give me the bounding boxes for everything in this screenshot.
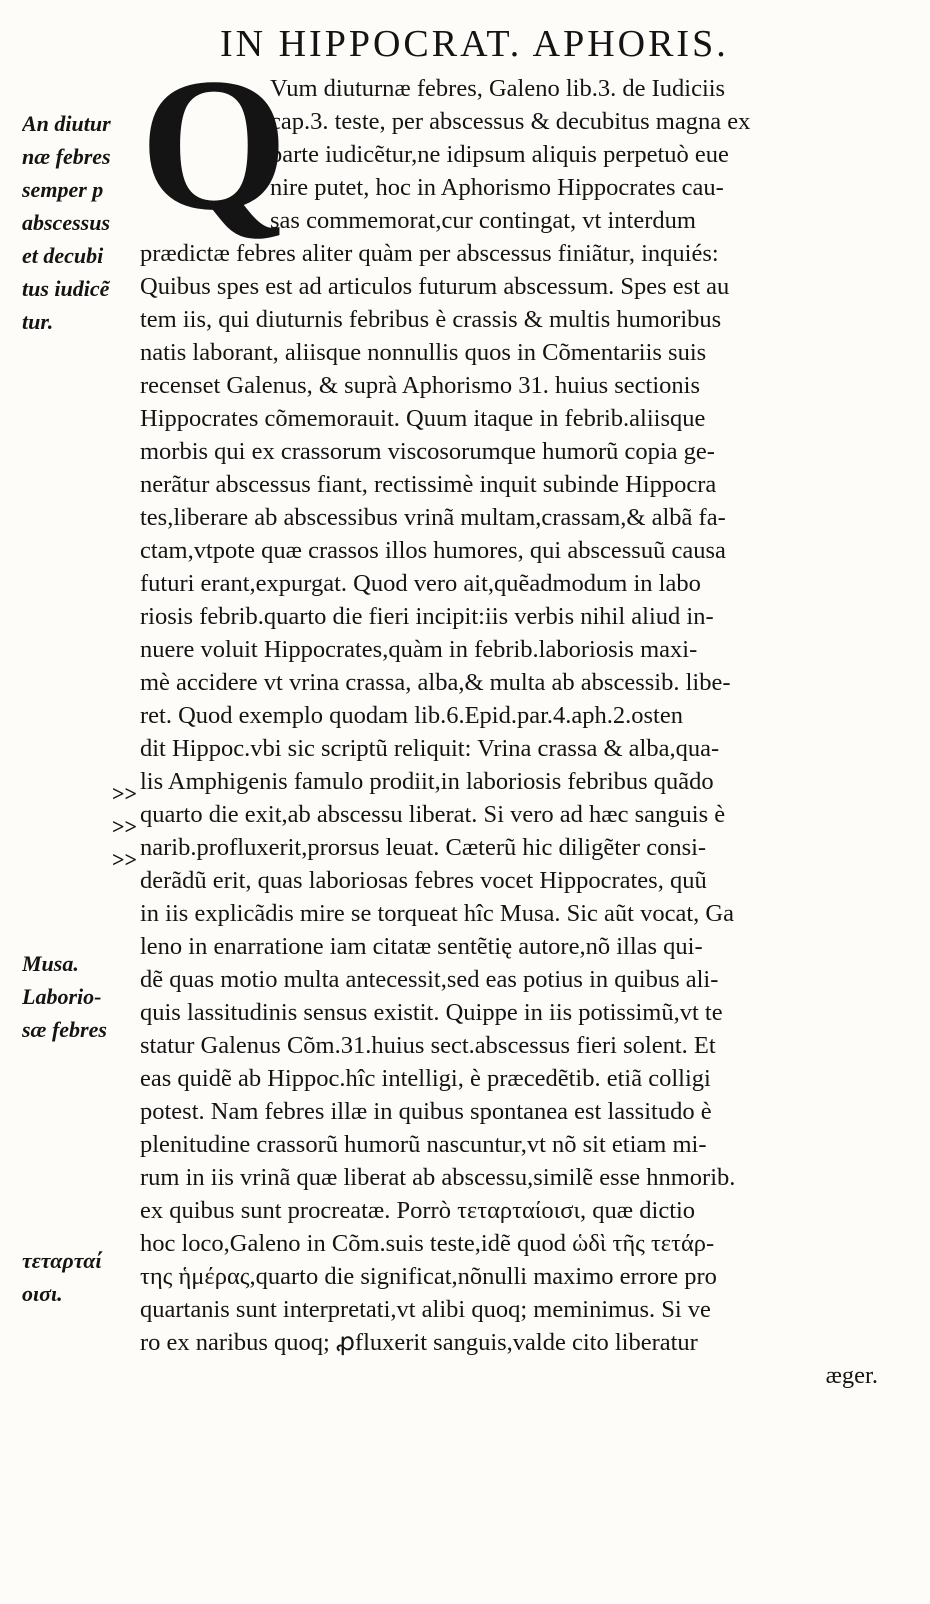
text-line: Quibus spes est ad articulos futurum abscessum. Spes est au	[140, 273, 730, 300]
text-line: plenitudine crassorũ humorũ nascuntur,vt nõ sit etiam mi-	[140, 1131, 707, 1158]
text-line: in iis explicãdis mire se torqueat hîc Musa. Sic aũt vocat, Ga	[140, 900, 734, 927]
text-line: dit Hippoc.vbi sic scriptũ reliquit: Vrina crassa & alba,qua-	[140, 735, 720, 762]
text-line: nerãtur abscessus fiant, rectissimè inquit subinde Hippocra	[140, 471, 717, 498]
text-line: futuri erant,expurgat. Quod vero ait,quẽadmodum in labo	[140, 570, 701, 597]
text-line: riosis febrib.quarto die fieri incipit:iis verbis nihil aliud in-	[140, 603, 714, 630]
text-line: quartanis sunt interpretati,vt alibi quoq; meminimus. Si ve	[140, 1296, 711, 1323]
text-line: Hippocrates cõmemorauit. Quum itaque in febrib.aliisque	[140, 405, 706, 432]
text-line: tes,liberare ab abscessibus vrinã multam,crassam,& albã fa-	[140, 504, 726, 531]
text-line: narib.profluxerit,prorsus leuat. Cæterũ hic diligẽter consi-	[140, 834, 707, 861]
text-line: cap.3. teste, per abscessus & decubitus magna ex	[270, 108, 751, 135]
text-line: hoc loco,Galeno in Cõm.suis teste,idẽ quod ὡδὶ τῆς τετάρ-	[140, 1230, 715, 1257]
text-line: quis lassitudinis sensus existit. Quippe in iis potissimũ,vt te	[140, 999, 723, 1026]
quote-mark: >>	[112, 781, 138, 806]
margin-note-diuturnae-febres: An diutur næ febres semper p abscessus et decubi tus iudicẽ tur.	[22, 111, 111, 334]
quote-mark: >>	[112, 814, 138, 839]
text-line: parte iudicẽtur,ne idipsum aliquis perpetuò eue	[270, 141, 729, 168]
text-line: rum in iis vrinã quæ liberat ab abscessu,similẽ esse hnmorib.	[140, 1164, 736, 1191]
text-line: ret. Quod exemplo quodam lib.6.Epid.par.4.aph.2.osten	[140, 702, 683, 729]
running-header: IN HIPPOCRAT. APHORIS.	[220, 23, 729, 65]
text-line: derãdũ erit, quas laboriosas febres vocet Hippocrates, quũ	[140, 867, 707, 894]
text-line: dẽ quas motio multa antecessit,sed eas potius in quibus ali-	[140, 966, 719, 993]
text-line: statur Galenus Cõm.31.huius sect.abscessus fieri solent. Et	[140, 1032, 716, 1059]
text-line: lis Amphigenis famulo prodiit,in laboriosis febribus quãdo	[140, 768, 714, 795]
margin-note-laboriosae-febres: Laborio- sæ febres	[22, 984, 107, 1042]
text-line: eas quidẽ ab Hippoc.hîc intelligi, è præcedẽtib. etiã colligi	[140, 1065, 711, 1092]
text-line: prædictæ febres aliter quàm per abscessus finiãtur, inquiés:	[140, 240, 719, 267]
text-line: quarto die exit,ab abscessu liberat. Si vero ad hæc sanguis è	[140, 801, 726, 828]
text-line: morbis qui ex crassorum viscosorumque humorũ copia ge-	[140, 438, 715, 465]
text-line: sas commemorat,cur contingat, vt interdum	[270, 207, 696, 234]
quote-mark: >>	[112, 847, 138, 872]
text-line: recenset Galenus, & suprà Aphorismo 31. huius sectionis	[140, 372, 701, 399]
drop-cap: Q	[140, 40, 288, 250]
text-line: natis laborant, aliisque nonnullis quos in Cõmentariis suis	[140, 339, 707, 366]
text-line: ex quibus sunt procreatæ. Porrò τεταρταίοισι, quæ dictio	[140, 1197, 696, 1224]
text-line: της ἡμέρας,quarto die significat,nõnulli maximo errore pro	[140, 1263, 717, 1290]
catchword: æger.	[825, 1362, 878, 1389]
margin-note-tetartaioisi: τεταρταί οισι.	[22, 1248, 102, 1306]
text-line: nire putet, hoc in Aphorismo Hippocrates cau-	[270, 174, 724, 201]
text-line: mè accidere vt vrina crassa, alba,& multa ab abscessib. libe-	[140, 669, 731, 696]
text-line: nuere voluit Hippocrates,quàm in febrib.laboriosis maxi-	[140, 636, 698, 663]
text-line: ctam,vtpote quæ crassos illos humores, qui abscessuũ causa	[140, 537, 726, 564]
text-line: tem iis, qui diuturnis febribus è crassis & multis humoribus	[140, 306, 722, 333]
text-line: leno in enarratione iam citatæ sentẽtię autore,nõ illas qui-	[140, 933, 703, 960]
text-line: ro ex naribus quoq; ꝓfluxerit sanguis,valde cito liberatur	[140, 1329, 698, 1356]
margin-note-musa: Musa.	[22, 951, 79, 976]
text-line: Vum diuturnæ febres, Galeno lib.3. de Iudiciis	[270, 75, 726, 102]
text-line: potest. Nam febres illæ in quibus spontanea est lassitudo è	[140, 1098, 712, 1125]
